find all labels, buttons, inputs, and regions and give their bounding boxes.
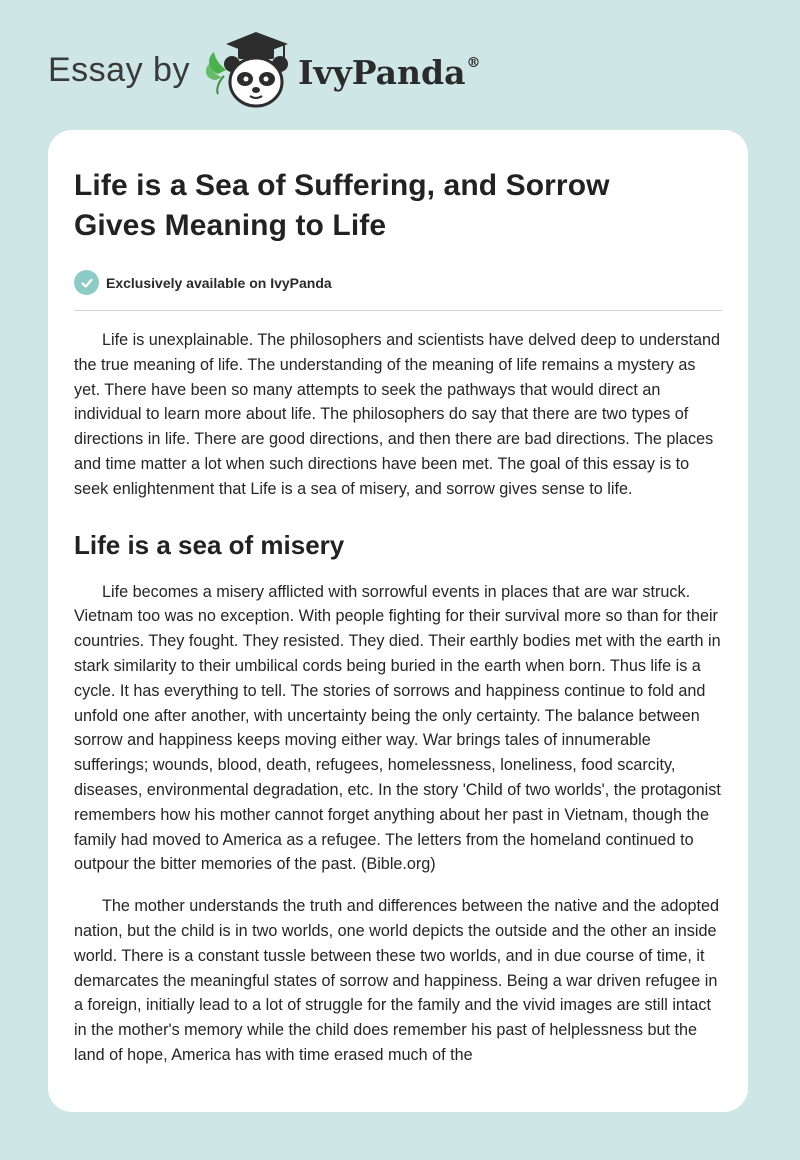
essay-title — [74, 166, 722, 246]
essay-title-line-2: Gives Meaning to Life — [74, 209, 387, 242]
essay-card — [48, 130, 748, 1112]
registered-mark: ® — [466, 54, 481, 71]
paragraph-two-worlds: The mother understands the truth and differences between the native and the adopted nation, but the child is in two worlds, one world depicts the outside and the other an inside world. There is a constant tussle between these two worlds, and in due course of time, it demarcates the meaningful states of sorrow and happiness. Being a war driven refugee in a foreign, initially lead to a lot of struggle for the family and the vivid images are still intact in the mother's memory while the child does remember his past of helplessness but the land of hope, America has with time erased much of the — [74, 897, 720, 1064]
check-circle-icon — [74, 270, 99, 295]
panda-graduate-icon[interactable] — [204, 30, 296, 110]
exclusive-badge — [74, 270, 722, 311]
section-heading: Life is a sea of misery — [74, 529, 345, 560]
essay-by-label: Essay by — [48, 50, 190, 89]
brand-logo-text[interactable] — [298, 53, 481, 92]
brand-name: IvyPanda — [297, 52, 466, 92]
site-header — [48, 30, 481, 110]
essay-title-line-1: Life is a Sea of Suffering, and Sorrow — [74, 169, 610, 202]
exclusive-text: Exclusively available on IvyPanda — [106, 274, 332, 291]
paragraph-misery: Life becomes a misery afflicted with sorrowful events in places that are war struck. Vietnam too was no exception. With people fighting for their survival more so than for their countries. They fought. They resisted. They died. Their earthly bodies met with the earth in stark similarity to their umbilical cords being buried in the earth when born. Thus life is a cycle. It has everything to tell. The stories of sorrows and happiness continue to fold and unfold one after another, with uncertainty being the only certainty. The balance between sorrow and happiness keeps moving either way. War brings tales of innumerable sufferings; wounds, blood, death, refugees, homelessness, loneliness, food scarcity, diseases, environmental degradation, etc. In the story 'Child of two worlds', the protagonist remembers how his mother cannot forget anything about her past in Vietnam, though the family had moved to America as a refugee. The letters from the homeland continued to outpour the bitter memories of the past. (Bible.org) — [74, 582, 721, 874]
paragraph-intro: Life is unexplainable. The philosophers and scientists have delved deep to understand the true meaning of life. The understanding of the meaning of life remains a mystery as yet. There have been so many attempts to seek the pathways that would direct an individual to learn more about life. The philosophers do say that there are two types of directions in life. There are good directions, and then there are bad directions. The places and time matter a lot when such directions have been met. The goal of this essay is to seek enlightenment that Life is a sea of misery, and sorrow gives sense to life. — [74, 331, 720, 498]
